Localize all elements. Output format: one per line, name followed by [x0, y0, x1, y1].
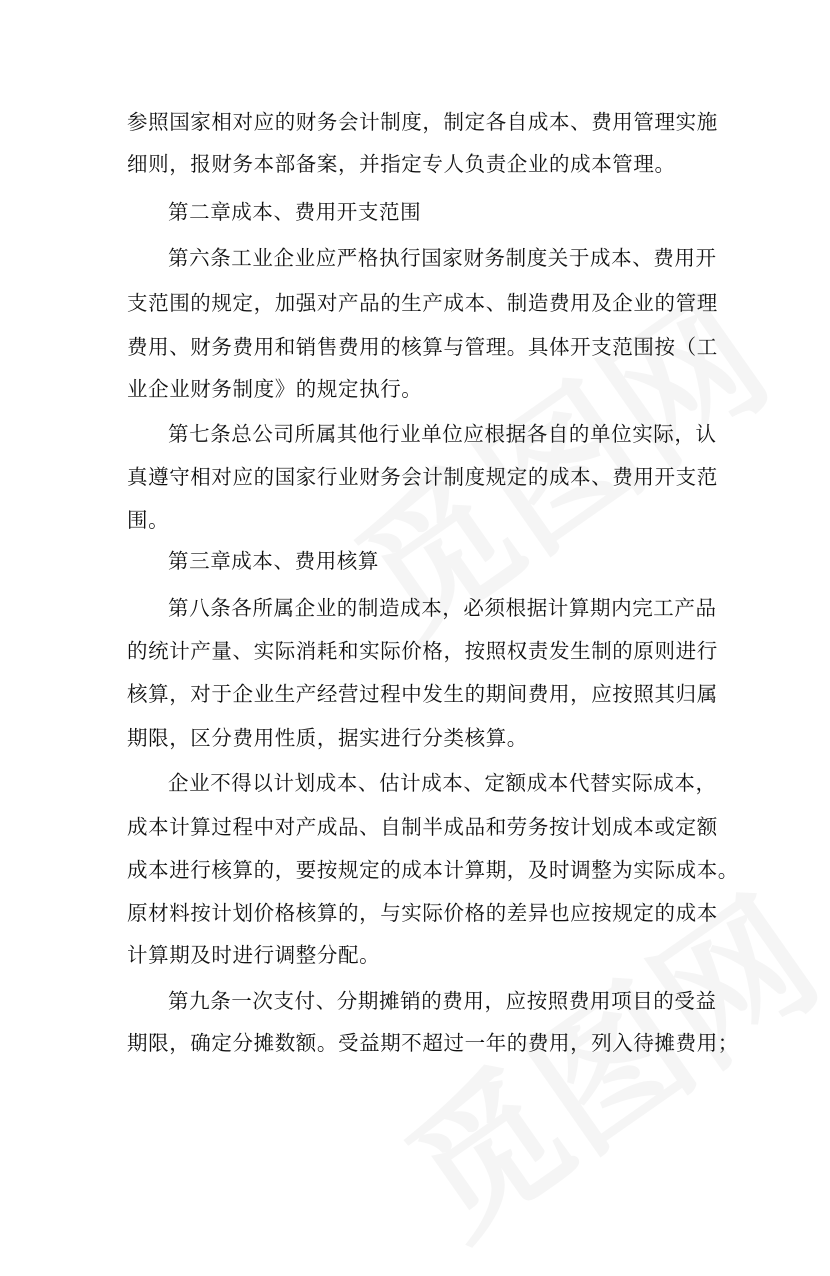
paragraph-line: 围。: [127, 508, 170, 532]
paragraph-line: 第八条各所属企业的制造成本，必须根据计算期内完工产品: [168, 596, 717, 620]
paragraph-line: 企业不得以计划成本、估计成本、定额成本代替实际成本，: [168, 771, 717, 795]
paragraph-line: 第九条一次支付、分期摊销的费用，应按照费用项目的受益: [168, 989, 717, 1013]
paragraph-line: 成本进行核算的，要按规定的成本计算期，及时调整为实际成本。: [127, 858, 739, 882]
chapter-heading: 第二章成本、费用开支范围: [168, 200, 422, 224]
paragraph-line: 的统计产量、实际消耗和实际价格，按照权责发生制的原则进行: [127, 639, 718, 663]
paragraph-line: 期限，区分费用性质，据实进行分类核算。: [127, 726, 528, 750]
paragraph-line: 核算，对于企业生产经营过程中发生的期间费用，应按照其归属: [127, 682, 718, 706]
chapter-heading: 第三章成本、费用核算: [168, 549, 379, 573]
paragraph-line: 期限，确定分摊数额。受益期不超过一年的费用，列入待摊费用；: [127, 1031, 739, 1055]
paragraph-line: 费用、财务费用和销售费用的核算与管理。具体开支范围按（工: [127, 335, 718, 359]
paragraph-line: 第六条工业企业应严格执行国家财务制度关于成本、费用开: [168, 246, 717, 270]
paragraph-line: 业企业财务制度》的规定执行。: [127, 377, 423, 401]
paragraph-line: 原材料按计划价格核算的，与实际价格的差异也应按规定的成本: [127, 901, 718, 925]
paragraph-line: 细则，报财务本部备案，并指定专人负责企业的成本管理。: [127, 152, 676, 176]
paragraph-line: 支范围的规定，加强对产品的生产成本、制造费用及企业的管理: [127, 291, 718, 315]
paragraph-line: 计算期及时进行调整分配。: [127, 943, 381, 967]
paragraph-line: 真遵守相对应的国家行业财务会计制度规定的成本、费用开支范: [127, 465, 718, 489]
paragraph-line: 成本计算过程中对产成品、自制半成品和劳务按计划成本或定额: [127, 815, 718, 839]
paragraph-line: 第七条总公司所属其他行业单位应根据各自的单位实际，认: [168, 422, 717, 446]
paragraph-line: 参照国家相对应的财务会计制度，制定各自成本、费用管理实施: [127, 110, 718, 134]
